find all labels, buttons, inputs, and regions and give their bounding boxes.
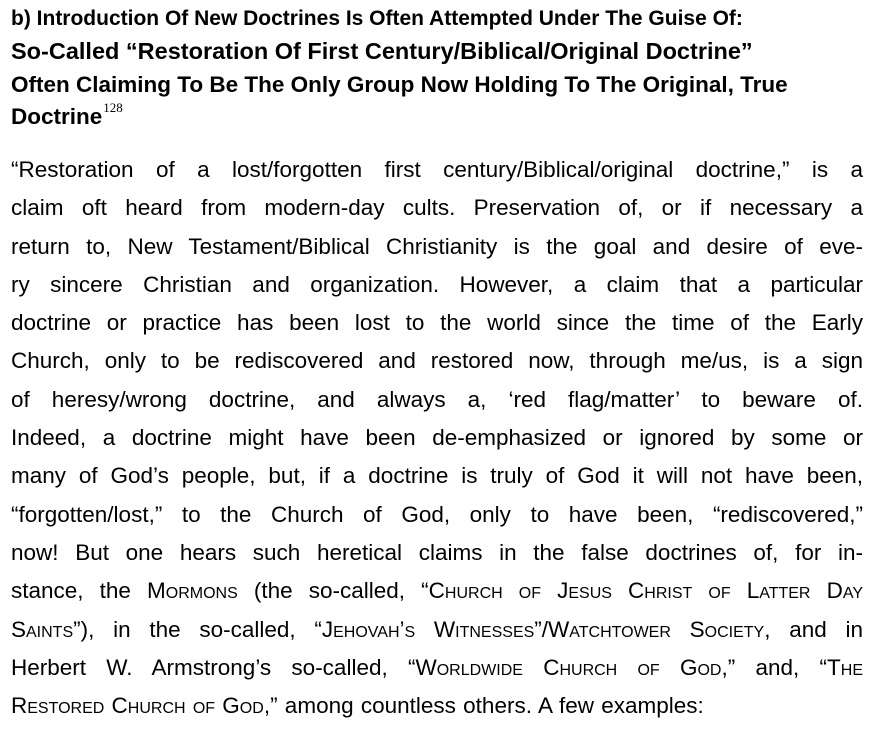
line-text: stance, the [11,578,148,604]
paragraph-line: many of God’s people, but, if a doctrine is truly of God it will not have been, [11,463,863,489]
paragraph-line [11,611,863,649]
line-text: ”), in the so-called, “ [73,616,322,642]
heading-line-2: So-Called “Restoration Of First Century/Biblical/Original Doctrine” [11,38,753,64]
line-text: ,” and, “ [721,654,828,680]
small-caps-name: Watchtower Society [548,616,765,642]
paragraph-line: “Restoration of a lost/forgotten first century/Biblical/original doctrine,” is a [11,157,863,182]
paragraph-line: claim oft heard from modern-day cults. Preservation of, or if necessary a [11,195,863,221]
paragraph-line: Church, only to be rediscovered and restored now, through me/us, is a sign [11,348,863,374]
paragraph-line: “forgotten/lost,” to the Church of God, only to have been, “rediscovered,” [11,501,863,527]
line-text: ,” among countless others. A few examples: [263,693,704,719]
small-caps-name: Mormons [147,578,238,604]
paragraph-line: Indeed, a doctrine might have been de-emphasized or ignored by some or [11,425,863,451]
small-caps-name: Worldwide Church of God [415,654,722,680]
paragraph-line [11,572,863,610]
small-caps-name: Jehovah’s Witnesses [321,616,535,642]
heading-line-3: Often Claiming To Be The Only Group Now Holding To The Original, True [11,72,788,97]
small-caps-name: Restored Church of God [11,693,264,719]
small-caps-name: Church of Jesus Christ of Latter Day [428,578,863,604]
paragraph-line: now! But one hears such heretical claims in the false doctrines of, for in- [11,539,863,565]
paragraph-line: of heresy/wrong doctrine, and always a, ‘red flag/matter’ to beware of. [11,386,863,412]
body-paragraph [11,151,863,725]
heading-line-4-text: Doctrine [11,104,103,129]
footnote-reference: 128 [103,100,123,115]
document-page [11,0,863,725]
paragraph-line [11,687,863,725]
section-heading [11,2,863,135]
line-text: ”/ [534,616,549,642]
paragraph-line: ry sincere Christian and organization. However, a claim that a particular [11,271,863,297]
line-text: , and in [764,616,863,642]
heading-line-1: b) Introduction Of New Doctrines Is Often Attempted Under The Guise Of: [11,7,743,30]
line-text: (the so-called, “ [237,578,429,604]
line-text: Herbert W. Armstrong’s so-called, “ [11,654,416,680]
paragraph-line [11,649,863,687]
paragraph-line: return to, New Testament/Biblical Christianity is the goal and desire of eve- [11,233,863,259]
small-caps-name: The [827,654,863,680]
small-caps-name: Saints [11,616,74,642]
heading-line-4 [11,102,863,135]
paragraph-line: doctrine or practice has been lost to the world since the time of the Early [11,310,863,336]
